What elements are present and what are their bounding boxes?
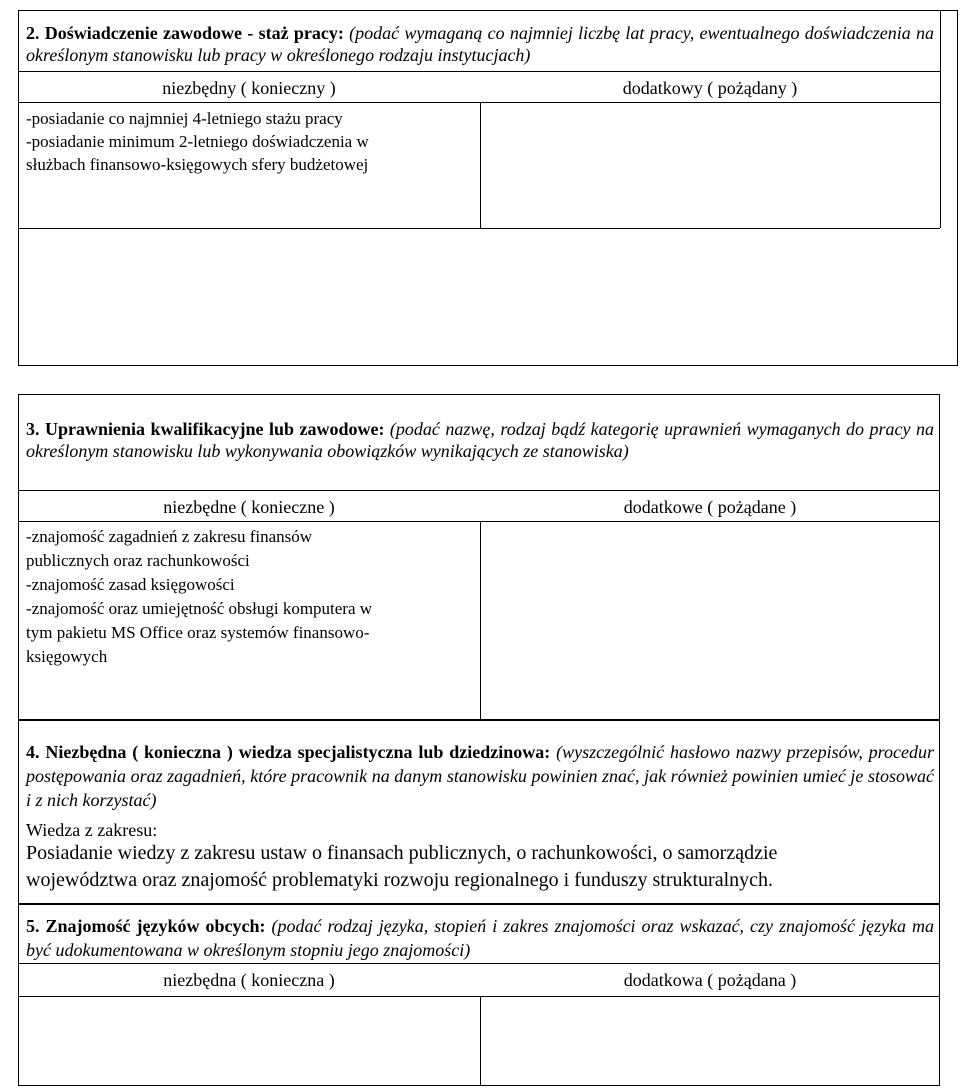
section-2-note: (podać wymaganą co najmniej liczbę lat pracy, ewentualnego doświadczenia na określonym stanowisku lub pracy w określonego rodzaju instytucjach) bbox=[26, 23, 935, 65]
section-2-right-border bbox=[940, 10, 941, 228]
list-item: służbach finansowo-księgowych sfery budżetowej bbox=[26, 155, 369, 174]
list-item: -posiadanie co najmniej 4-letniego stażu pracy bbox=[26, 109, 343, 128]
section-3-title: 3. Uprawnienia kwalifikacyjne lub zawodowe: bbox=[26, 419, 385, 439]
section-3-header bbox=[26, 418, 934, 462]
list-item: -posiadanie minimum 2-letniego doświadczenia w bbox=[26, 132, 369, 151]
section-3-col-separator bbox=[480, 521, 481, 720]
list-item: -znajomość zasad księgowości bbox=[26, 575, 235, 594]
list-item: księgowych bbox=[26, 647, 108, 666]
section-5-header bbox=[26, 914, 934, 962]
list-item: -znajomość zagadnień z zakresu finansów bbox=[26, 527, 313, 546]
section-5-col-required: niezbędna ( konieczna ) bbox=[163, 970, 335, 990]
section-4-knowledge-label: Wiedza z zakresu: bbox=[26, 820, 158, 840]
list-item: tym pakietu MS Office oraz systemów finansowo- bbox=[26, 623, 370, 642]
section-4-title: 4. Niezbędna ( konieczna ) wiedza specjalistyczna lub dziedzinowa: bbox=[26, 742, 551, 762]
section-5-note: (podać rodzaj języka, stopień i zakres znajomości oraz wskazać, czy znajomość języka ma być udokumentowana w określonym stopniu jego znajomości) bbox=[26, 916, 934, 960]
section-2-col-optional: dodatkowy ( pożądany ) bbox=[622, 78, 798, 98]
section-5-col-optional: dodatkowa ( pożądana ) bbox=[623, 970, 797, 990]
section-2-title: 2. Doświadczenie zawodowe - staż pracy: bbox=[26, 23, 344, 43]
list-item: publicznych oraz rachunkowości bbox=[26, 551, 250, 570]
section-3-note: (podać nazwę, rodzaj bądź kategorię uprawnień wymaganych do pracy na określonym stanowisku lub wykonywania obowiązków wynikających ze stanowiska) bbox=[26, 419, 935, 461]
section-2-col-divider bbox=[18, 102, 940, 103]
list-item: -znajomość oraz umiejętność obsługi komputera w bbox=[26, 599, 373, 618]
section-3-header-divider bbox=[18, 490, 940, 491]
section-3-col-optional: dodatkowe ( pożądane ) bbox=[623, 497, 797, 517]
section-2-col-separator bbox=[480, 102, 481, 228]
section-5-title: 5. Znajomość języków obcych: bbox=[26, 916, 266, 936]
knowledge-line: województwa oraz znajomość problematyki rozwoju regionalnego i funduszy strukturalnych. bbox=[26, 869, 774, 891]
section-2-header-divider bbox=[18, 71, 940, 72]
knowledge-line: Posiadanie wiedzy z zakresu ustaw o finansach publicznych, o rachunkowości, o samorządzie bbox=[26, 842, 778, 864]
section-2-header bbox=[26, 22, 934, 66]
section-5-header-divider bbox=[18, 963, 940, 964]
section-4-knowledge-content bbox=[26, 840, 936, 894]
section-2-bottom-line bbox=[18, 228, 940, 229]
section-4-note: (wyszczególnić hasłowo nazwy przepisów, procedur postępowania oraz zagadnień, które pracownik na danym stanowisku powinien znać, jak również powinien umieć je stosować i z nich korzystać) bbox=[26, 742, 934, 810]
section-3-required-content bbox=[26, 525, 476, 669]
section-2-col-required: niezbędny ( konieczny ) bbox=[162, 78, 336, 98]
section-3-col-required: niezbędne ( konieczne ) bbox=[163, 497, 335, 517]
section-3-col-divider bbox=[18, 521, 940, 522]
section-2-required-content bbox=[26, 107, 476, 176]
section-4-header bbox=[26, 740, 934, 812]
section-5-col-separator bbox=[480, 996, 481, 1086]
section-5-col-divider bbox=[18, 996, 940, 997]
